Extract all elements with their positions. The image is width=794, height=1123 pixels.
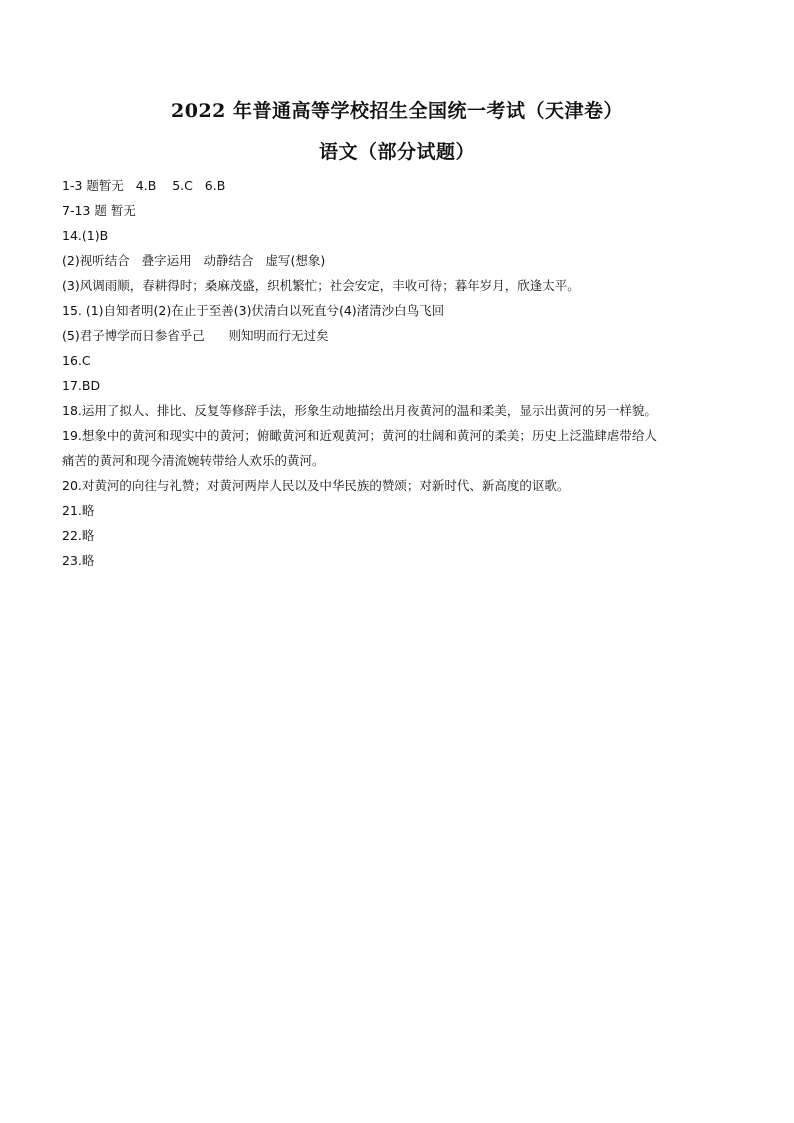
answer-line: (2)视听结合 叠字运用 动静结合 虚写(想象) [62, 253, 326, 268]
answer-line: 18.运用了拟人、排比、反复等修辞手法，形象生动地描绘出月夜黄河的温和柔美，显示出黄河的另一样貌。 [62, 403, 657, 418]
answer-line: 21.略 [62, 503, 95, 518]
answer-line: (5)君子博学而日参省乎己 则知明而行无过矣 [62, 328, 329, 343]
answer-line: 20.对黄河的向往与礼赞；对黄河两岸人民以及中华民族的赞颂；对新时代、新高度的讴歌。 [62, 478, 570, 493]
answer-line: 19.想象中的黄河和现实中的黄河；俯瞰黄河和近观黄河；黄河的壮阔和黄河的柔美；历史上泛滥肆虐带给人 [62, 428, 657, 443]
answer-line: 16.C [62, 353, 91, 368]
exam-subtitle: 语文（部分试题） [318, 141, 475, 163]
answer-line: 15. (1)自知者明(2)在止于至善(3)伏清白以死直兮(4)渚清沙白鸟飞回 [62, 303, 445, 318]
answer-line: 7-13 题 暂无 [62, 203, 136, 218]
answer-list [62, 173, 752, 573]
answer-line: 痛苦的黄河和现今清流婉转带给人欢乐的黄河。 [62, 453, 325, 468]
answer-line: 1-3 题暂无 4.B 5.C 6.B [62, 178, 226, 193]
answer-line: 22.略 [62, 528, 95, 543]
answer-line: (3)风调雨顺，春耕得时；桑麻茂盛，织机繁忙；社会安定，丰收可待；暮年岁月，欣逢太平。 [62, 278, 580, 293]
answer-line: 14.(1)B [62, 228, 109, 243]
answer-line: 17.BD [62, 378, 101, 393]
exam-title: 2022 年普通高等学校招生全国统一考试（天津卷） [171, 100, 623, 122]
answer-line: 23.略 [62, 553, 95, 568]
